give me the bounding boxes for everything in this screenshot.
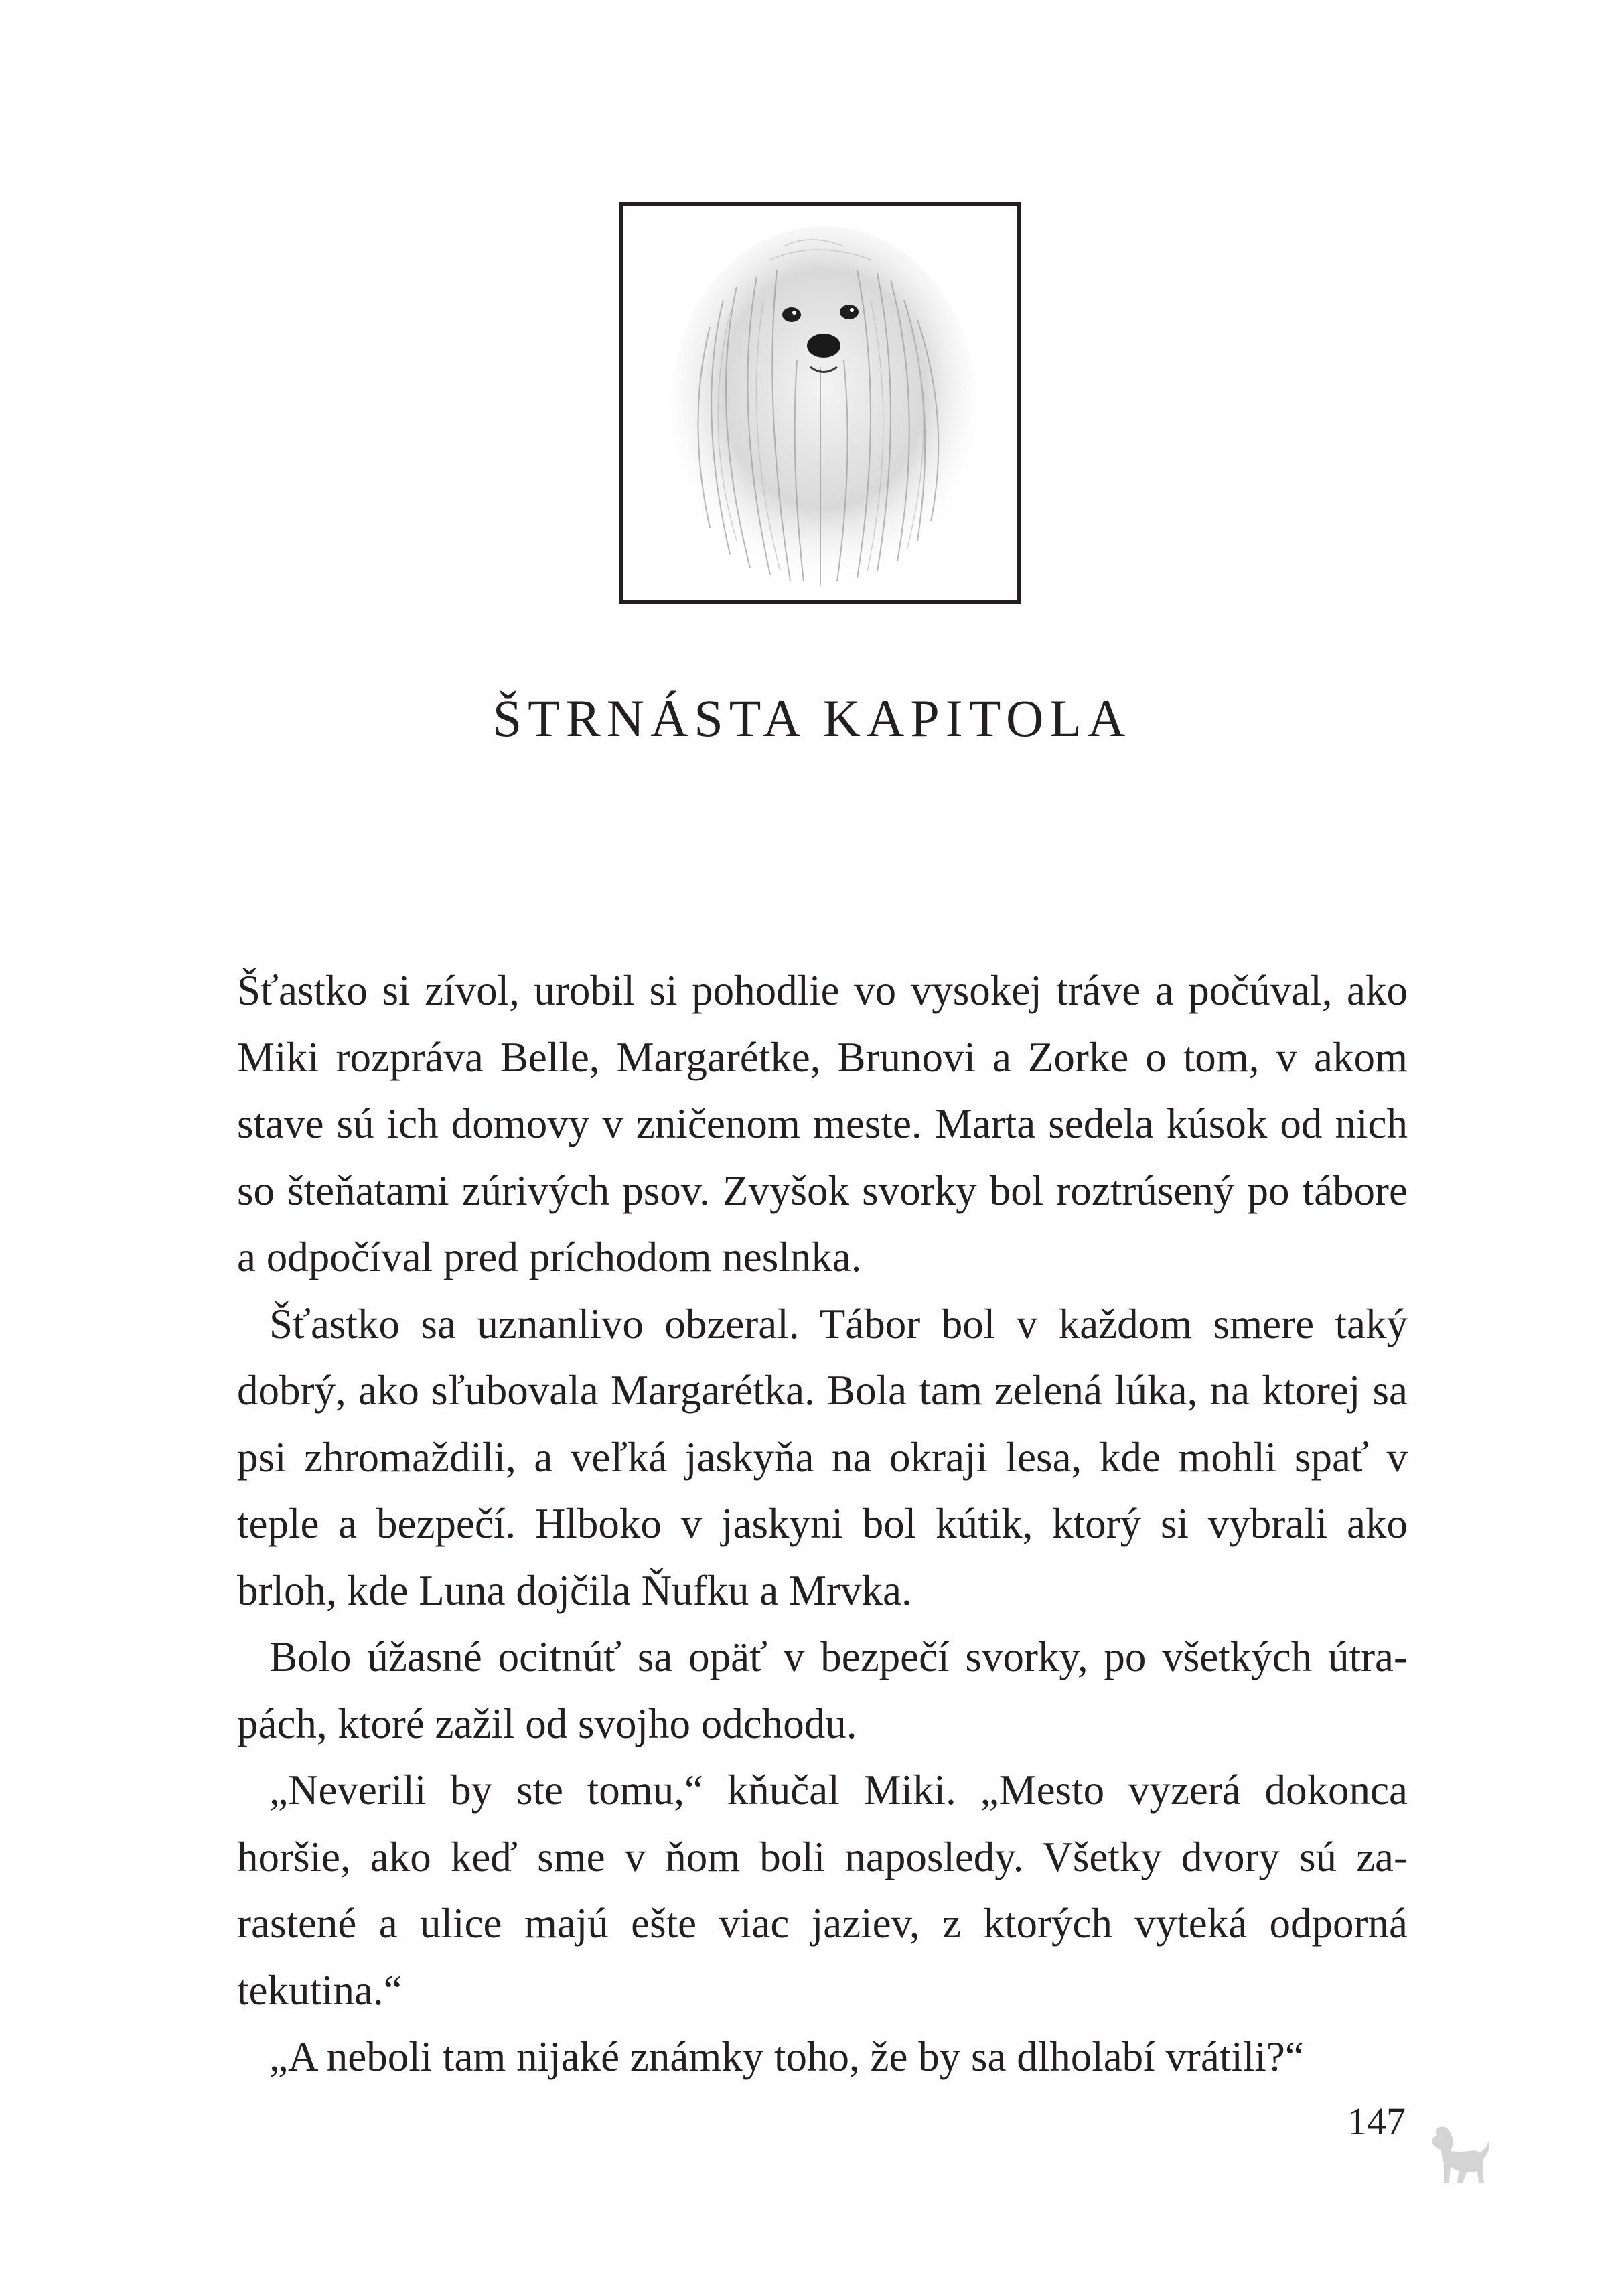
paragraph: Šťastko si zívol, urobil si pohodlie vo vysokej tráve a počúval, ako Miki rozpráva Belle, Margarétke, Brunovi a Zorke o tom, v akom stave sú ich domovy v zničenom meste. Marta sedela kúsok od nich so šteňatami zúrivých psov. Zvyšok svorky bol roztrúsený po tábore a odpočíval pred príchodom neslnka. — [237, 967, 1408, 1280]
paragraph: „Neverili by ste tomu,“ kňučal Miki. „Mesto vyzerá dokonca horšie, ako keď sme v ňom boli naposledy. Všetky dvory sú zarastené a ulice majú ešte viac jaziev, z ktorých vyteká odporná tekutina.“ — [237, 1767, 1408, 2014]
dog-silhouette-icon — [1425, 2122, 1492, 2189]
chapter-body — [237, 958, 1408, 2091]
paragraph: „A neboli tam nijaké známky toho, že by sa dlholabí vrátili?“ — [269, 2033, 1304, 2080]
paragraph: Bolo úžasné ocitnúť sa opäť v bezpečí svorky, po všetkých útrapách, ktoré zažil od svojho odchodu. — [237, 1633, 1408, 1747]
maltese-dog-portrait — [623, 206, 1017, 600]
paragraph: Šťastko sa uznanlivo obzeral. Tábor bol v každom smere taký dobrý, ako sľubovala Margarétka. Bola tam zelená lúka, na ktorej sa psi zhromaždili, a veľká jaskyňa na okraji lesa, kde mohli spať v teple a bezpečí. Hlboko v jaskyni bol kútik, ktorý si vybrali ako brloh, kde Luna dojčila Ňufku a Mrvka. — [237, 1300, 1408, 1614]
page-number: 147 — [1347, 2099, 1406, 2143]
chapter-title: ŠTRNÁSTA KAPITOLA — [492, 689, 1132, 747]
chapter-portrait-frame — [619, 202, 1021, 604]
